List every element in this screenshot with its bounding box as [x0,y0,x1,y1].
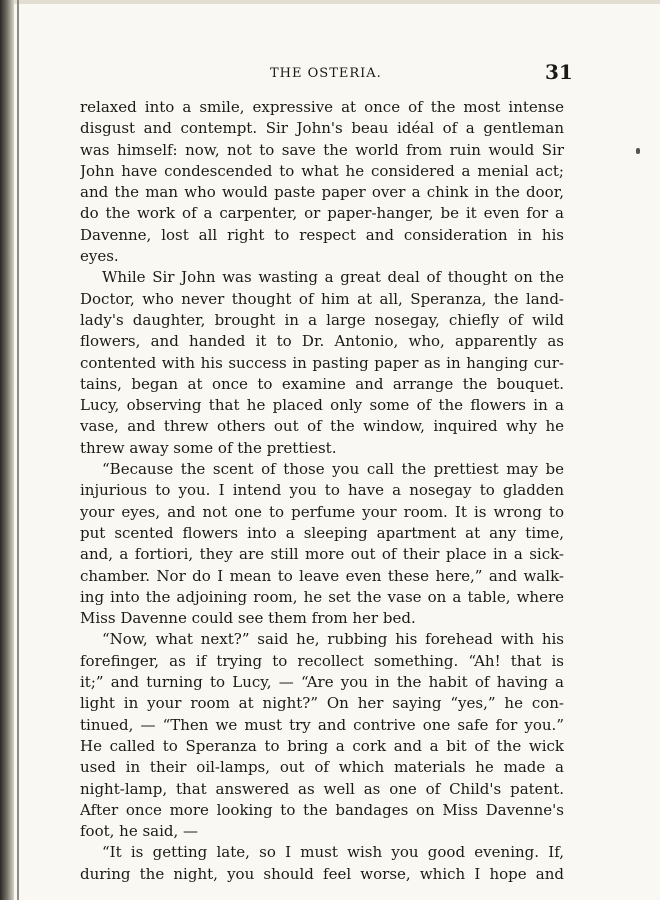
text-line: eyes. [80,247,119,266]
text-line: After once more looking to the bandages on Miss Davenne's [80,800,564,819]
text-line: vase, and threw others out of the window, inquired why he [80,417,564,436]
ink-speck [636,148,640,154]
text-line: Lucy, observing that he placed only some of the flowers in a [80,396,564,415]
text-line: and, a fortiori, they are still more out of their place in a sick- [80,545,564,564]
gutter-line [17,0,19,900]
text-line: foot, he said, — [80,822,199,841]
text-line: during the night, you should feel worse, which I hope and [80,864,564,883]
text-line: John have condescended to what he considered a menial act; [80,161,564,180]
book-spine-shadow [0,0,14,900]
text-line: While Sir John was wasting a great deal of thought on the [102,268,564,287]
text-line: “Now, what next?” said he, rubbing his forehead with his [102,630,564,649]
page-number: 31 [545,60,573,84]
text-line: He called to Speranza to bring a cork and a bit of the wick [80,736,564,755]
text-line: forefinger, as if trying to recollect something. “Ah! that is [80,651,564,670]
text-line: it;” and turning to Lucy, — “Are you in the habit of having a [80,673,564,692]
text-line: injurious to you. I intend you to have a nosegay to gladden [80,481,564,500]
text-line: do the work of a carpenter, or paper-hanger, be it even for a [80,204,564,223]
text-line: light in your room at night?” On her saying “yes,” he con- [80,694,564,713]
running-title: THE OSTERIA. [270,66,382,81]
text-line: used in their oil-lamps, out of which materials he made a [80,758,564,777]
body-text [80,97,564,885]
text-line: chamber. Nor do I mean to leave even these here,” and walk- [80,566,564,585]
text-line: put scented flowers into a sleeping apartment at any time, [80,523,564,542]
text-line: night-lamp, that answered as well as one of Child's patent. [80,779,564,798]
text-line: Doctor, who never thought of him at all, Speranza, the land- [80,289,564,308]
text-line: disgust and contempt. Sir John's beau idéal of a gentleman [80,119,564,138]
text-line: ing into the adjoining room, he set the vase on a table, where [80,587,564,606]
text-line: tinued, — “Then we must try and contrive one safe for you.” [80,715,564,734]
text-line: your eyes, and not one to perfume your room. It is wrong to [80,502,564,521]
text-line: “It is getting late, so I must wish you good evening. If, [102,843,564,862]
text-line: was himself: now, not to save the world from ruin would Sir [80,140,564,159]
text-line: “Because the scent of those you call the prettiest may be [102,460,564,479]
text-line: lady's daughter, brought in a large nosegay, chiefly of wild [80,310,564,329]
text-line: threw away some of the prettiest. [80,438,337,457]
page-top-edge [0,0,660,4]
text-line: Miss Davenne could see them from her bed. [80,609,416,628]
text-line: tains, began at once to examine and arrange the bouquet. [80,374,564,393]
text-line: and the man who would paste paper over a chink in the door, [80,183,564,202]
text-line: Davenne, lost all right to respect and consideration in his [80,225,564,244]
text-line: flowers, and handed it to Dr. Antonio, who, apparently as [80,332,564,351]
text-line: contented with his success in pasting paper as in hanging cur- [80,353,564,372]
text-line: relaxed into a smile, expressive at once of the most intense [80,98,564,116]
